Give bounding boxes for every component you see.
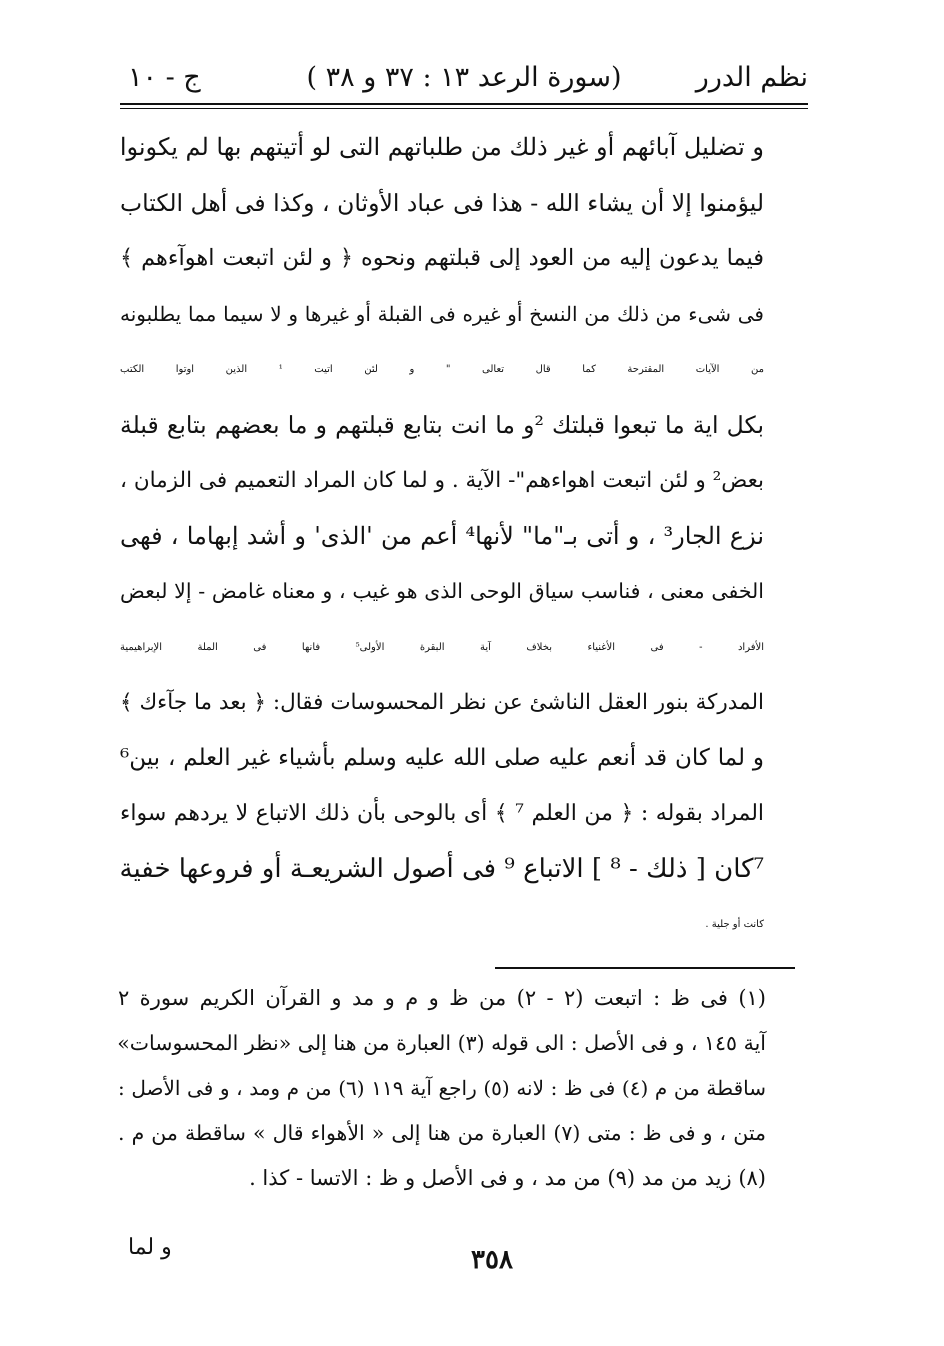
text-line — [120, 342, 764, 398]
text-line — [120, 897, 764, 953]
main-text — [120, 120, 764, 953]
running-header — [120, 56, 808, 100]
footnote-line: (٨) زيد من مد (٩) من مد ، و فى الأصل و ظ : الاتسا - كذا . — [249, 1166, 766, 1190]
line-text: من الآيات المقترحة كما قال تعالى " و لئن اتيت ¹ الذين اوتوا الكتب — [120, 364, 764, 375]
catchword: و لما — [128, 1235, 172, 1260]
page-number: ٣٥٨ — [471, 1245, 513, 1275]
book-title: نظم الدرر — [695, 62, 808, 93]
text-line: و تضليل آبائهم أو غير ذلك من طلباتهم التى لو أتيتهم بها لم يكونوا — [119, 133, 764, 161]
header-rule — [120, 103, 808, 109]
text-line: نزع الجار³ ، و أتى بـ"ما" لأنها⁴ أعم من 'الذى' و أشد إبهاما ، فهى — [120, 521, 764, 550]
text-line: فى شىء من ذلك من النسخ أو غيره فى القبلة أو غيرها و لا سيما مما يطلبونه — [120, 301, 764, 326]
text-line: و لما كان قد أنعم عليه صلى الله عليه وسلم بأشياء غير العلم ، بين⁶ — [120, 744, 764, 771]
footnote-line: ساقطة من م (٤) فى ظ : لانه (٥) راجع آية ١١٩ (٦) من م ومد ، و فى الأصل : — [118, 1076, 766, 1100]
volume-label: ج - ١٠ — [128, 62, 201, 93]
text-line — [120, 620, 764, 676]
footnote-rule — [495, 967, 795, 969]
text-line: فيما يدعون إليه من العود إلى قبلتهم ونحوه ﴿ و لئن اتبعت اهوآءهم ﴾ — [120, 245, 764, 271]
text-line: بكل اية ما تبعوا قبلتك ²و ما انت بتابع قبلتهم و ما بعضهم بتابع قبلة — [120, 410, 764, 439]
line-text: كانت أو جلية . — [705, 919, 764, 930]
text-line: الخفى معنى ، فناسب سياق الوحى الذى هو غيب ، و معناه غامض - إلا لبعض — [120, 579, 764, 603]
footnotes — [118, 976, 766, 1201]
text-line: ⁷كان [ ذلك - ⁸ ] الاتباع ⁹ فى أصول الشريعـة أو فروعها خفية — [119, 853, 764, 884]
text-line: بعض² و لئن اتبعت اهواءهم"- الآية . و لما كان المراد التعميم فى الزمان ، — [120, 468, 764, 493]
footnote-line: آية ١٤٥ ، و فى الأصل : الى قوله (٣) العبارة من هنا إلى «نظر المحسوسات» — [117, 1031, 766, 1055]
text-line: ليؤمنوا إلا أن يشاء الله - هذا فى عباد الأوثان ، وكذا فى أهل الكتاب — [120, 188, 764, 217]
line-text: الأفراد - فى الأغنياء بخلاف آية البقرة الأولى⁵ فانها فى الملة الإبراهيمية — [120, 641, 764, 653]
surah-reference: (سورة الرعد ١٣ : ٣٧ و ٣٨ ) — [306, 62, 622, 93]
footnote-line: متن ، و فى ظ : متى (٧) العبارة من هنا إلى « الأهواء قال » ساقطة من م . — [118, 1121, 767, 1145]
text-line: المدركة بنور العقل الناشئ عن نظر المحسوسات فقال: ﴿ بعد ما جآءك ﴾ — [120, 690, 764, 715]
footnote-line: (١) فى ظ : اتبعت (٢ - ٢) من ظ و م و مد و القرآن الكريم سورة ٢ — [118, 986, 766, 1010]
text-line: المراد بقوله : ﴿ من العلم ⁷ ﴾ أى بالوحى بأن ذلك الاتباع لا يردهم سواء — [120, 801, 765, 826]
